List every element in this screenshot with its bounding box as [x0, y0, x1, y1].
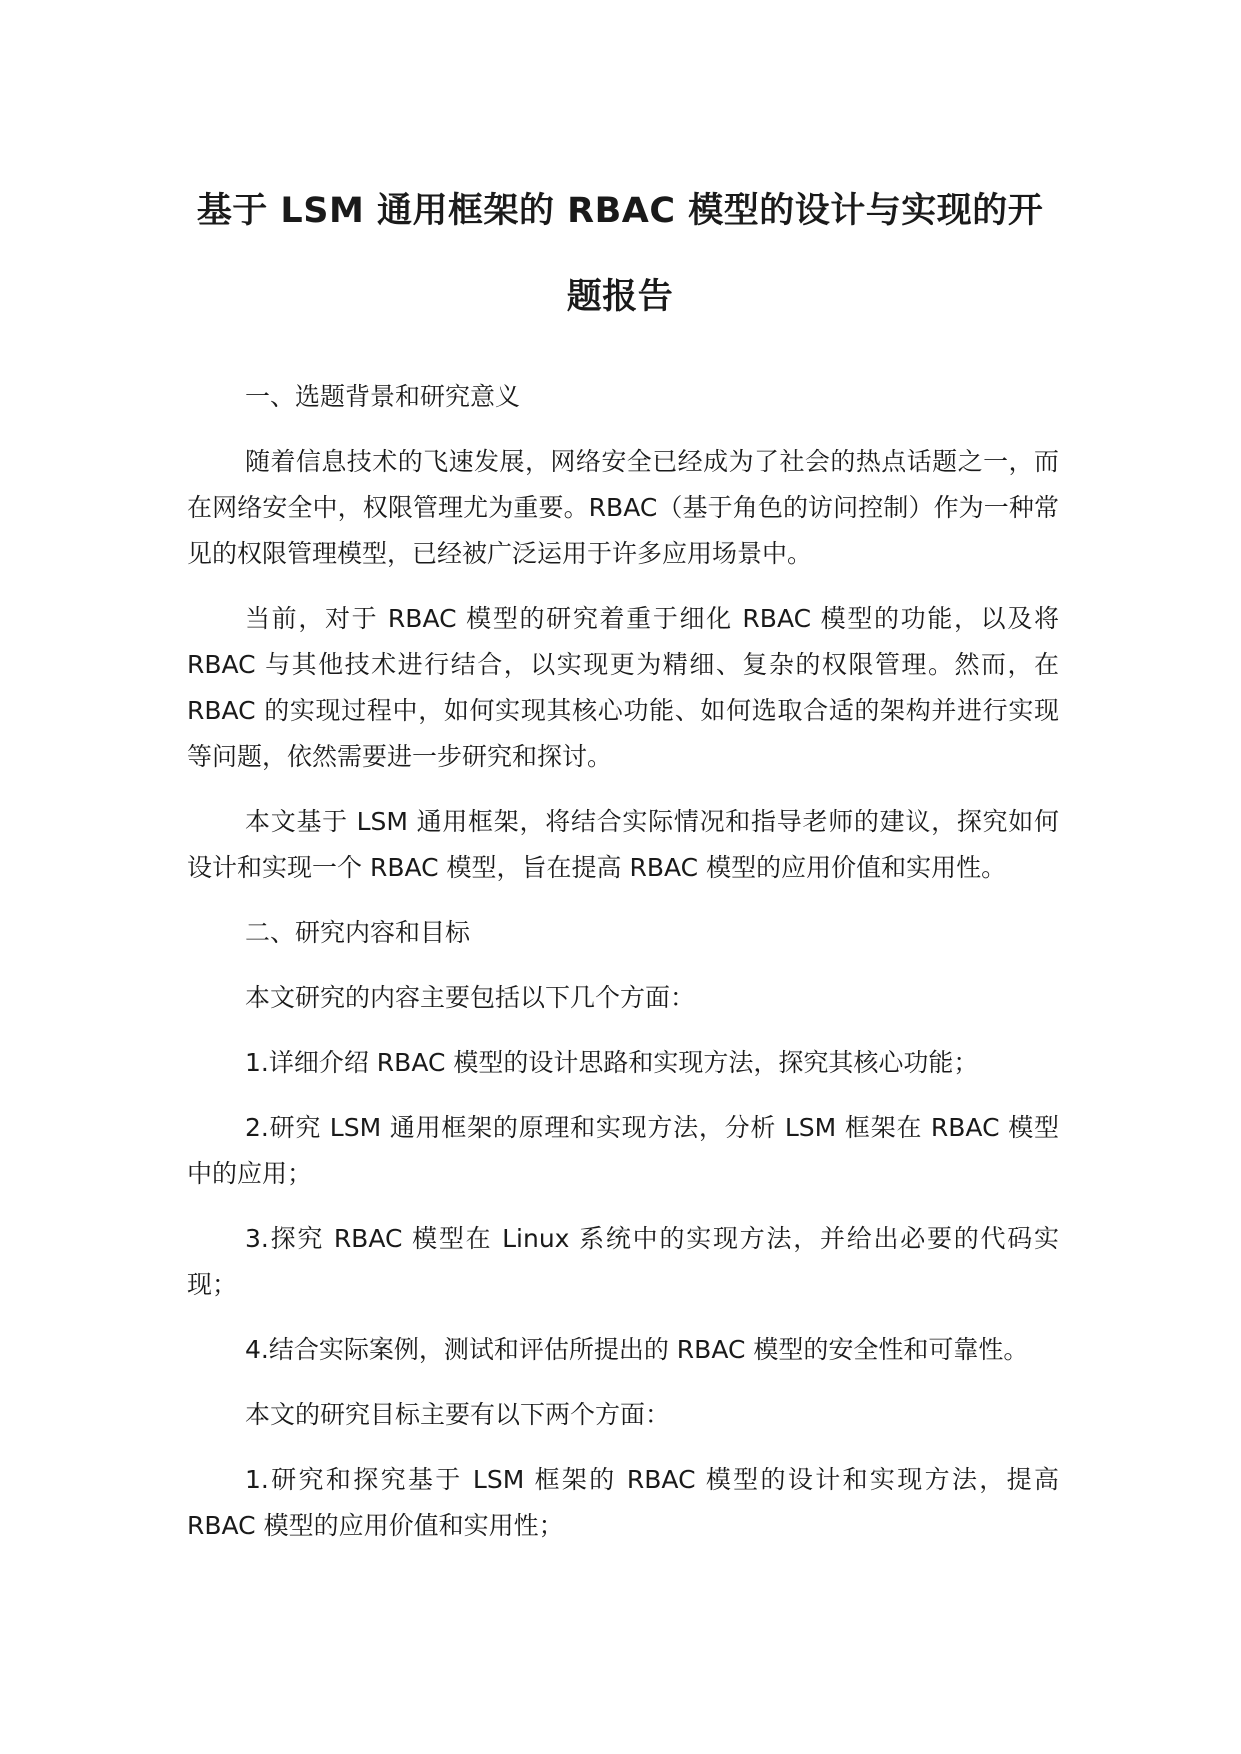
paragraph-background-1: 随着信息技术的飞速发展，网络安全已经成为了社会的热点话题之一，而在网络安全中，权限管理尤为重要。RBAC（基于角色的访问控制）作为一种常见的权限管理模型，已经被广泛运用于许多应用场景中。	[187, 447, 1059, 568]
list-item-content-4: 4.结合实际案例，测试和评估所提出的 RBAC 模型的安全性和可靠性。	[245, 1335, 1029, 1364]
list-item-content-3: 3.探究 RBAC 模型在 Linux 系统中的实现方法，并给出必要的代码实现；	[187, 1224, 1059, 1299]
paragraph-content-intro: 本文研究的内容主要包括以下几个方面：	[245, 983, 696, 1012]
document-body	[187, 374, 1059, 1568]
paragraph-goals-intro: 本文的研究目标主要有以下两个方面：	[245, 1400, 671, 1429]
list-item-content-2: 2.研究 LSM 通用框架的原理和实现方法，分析 LSM 框架在 RBAC 模型中的应用；	[187, 1113, 1059, 1188]
document-title: 基于 LSM 通用框架的 RBAC 模型的设计与实现的开题报告	[196, 191, 1044, 317]
section-heading-content: 二、研究内容和目标	[245, 918, 471, 947]
paragraph-background-3: 本文基于 LSM 通用框架，将结合实际情况和指导老师的建议，探究如何设计和实现一个 RBAC 模型，旨在提高 RBAC 模型的应用价值和实用性。	[187, 807, 1059, 882]
paragraph-background-2: 当前，对于 RBAC 模型的研究着重于细化 RBAC 模型的功能，以及将 RBAC 与其他技术进行结合，以实现更为精细、复杂的权限管理。然而，在 RBAC 的实现过程中，如何实现其核心功能、如何选取合适的架构并进行实现等问题，依然需要进一步研究和探讨。	[187, 604, 1059, 771]
section-heading-background: 一、选题背景和研究意义	[245, 382, 521, 411]
list-item-goal-1: 1.研究和探究基于 LSM 框架的 RBAC 模型的设计和实现方法，提高 RBAC 模型的应用价值和实用性；	[187, 1465, 1059, 1540]
list-item-content-1: 1.详细介绍 RBAC 模型的设计思路和实现方法，探究其核心功能；	[245, 1048, 979, 1077]
